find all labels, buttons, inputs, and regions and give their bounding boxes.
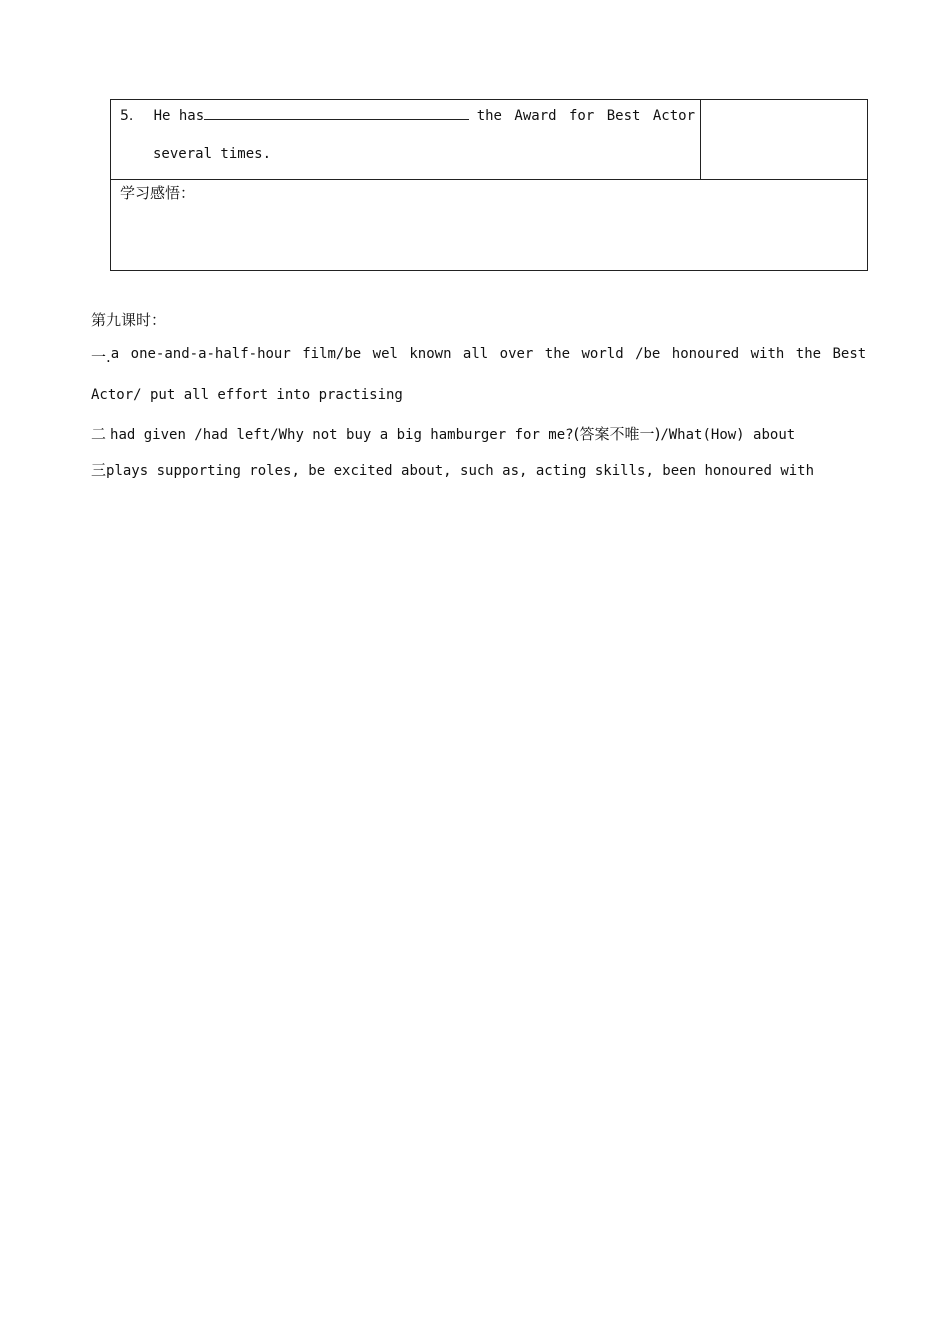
- answer-part-1-prefix: 一.: [91, 348, 111, 366]
- question-text-before-blank: He has: [153, 108, 205, 124]
- answer-part-3: [91, 459, 814, 480]
- answer-part-2-note: (答案不唯一): [573, 425, 661, 443]
- question-line-2: several times.: [153, 146, 272, 162]
- question-row: [111, 100, 867, 180]
- answer-part-1-text: a one-and-a-half-hour film/be wel known all over the world /be honoured with the Best: [110, 346, 867, 362]
- reflection-label: 学习感悟：: [120, 184, 196, 202]
- lesson-heading: 第九课时：: [91, 311, 167, 329]
- reflection-row[interactable]: [111, 180, 867, 270]
- answer-part-2: [91, 423, 795, 444]
- exercise-table: [110, 99, 868, 271]
- answer-part-2-text-end: /What(How) about: [660, 427, 796, 443]
- question-text-after-blank: the Award for Best Actor: [476, 108, 695, 124]
- answer-part-2-prefix: 二: [91, 425, 107, 443]
- answer-cell[interactable]: [701, 100, 867, 179]
- answer-part-1-line-1: [91, 346, 867, 367]
- question-number: 5.: [120, 108, 134, 124]
- question-line-1: [120, 105, 695, 124]
- answer-blank[interactable]: [204, 105, 469, 120]
- question-cell: [111, 100, 701, 179]
- answer-part-2-text: had given /had left/Why not buy a big hamburger for me?: [110, 427, 574, 443]
- answer-part-3-text: plays supporting roles, be excited about, such as, acting skills, been honoured with: [106, 463, 815, 479]
- answer-part-3-prefix: 三: [91, 461, 107, 479]
- answer-part-1-line-2: Actor/ put all effort into practising: [91, 387, 403, 403]
